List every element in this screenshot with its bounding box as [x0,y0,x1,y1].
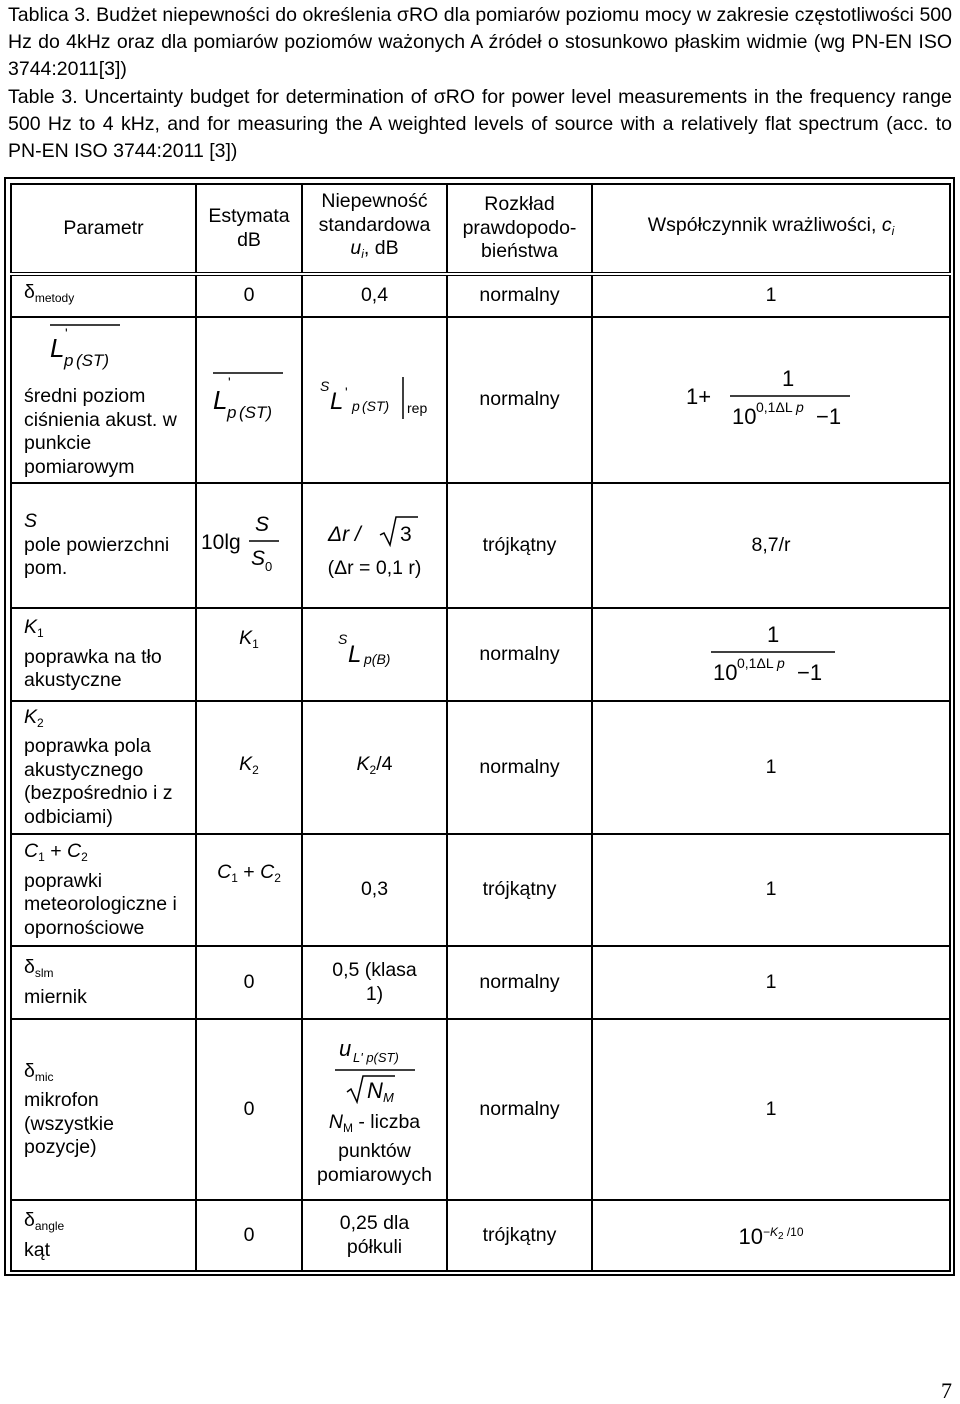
formula-st: (ST) [361,397,389,414]
param-description: pole powierzchni pom. [24,533,170,580]
uncertainty-budget-table-frame [4,177,955,1276]
param-metody [11,274,196,317]
table-row-mikrofon [11,1019,950,1200]
coefficient-cell [592,608,950,701]
param-c1-c2 [11,834,196,946]
formula-L: L [213,384,228,415]
param-plus: + [44,840,68,862]
param-symbol-sub: 2 [37,715,44,730]
uncertainty-symbol: K [356,752,370,775]
distribution-cell: normalny [447,946,592,1019]
formula-p: p [227,402,237,422]
coef-numerator: 1 [782,365,795,391]
uncertainty-sub: 2 [369,762,377,777]
uncertainty-cell: 0,4 [302,274,447,317]
coefficient-cell: 8,7/r [592,483,950,608]
estimate-cell: 0 [196,946,302,1019]
note-N: N [328,1110,343,1133]
estimate-sub: 1 [252,637,259,651]
header-niepewnosc [302,184,447,274]
param-description: mikrofon (wszystkie pozycje) [24,1089,114,1158]
table-row-miernik [11,946,950,1019]
uncertainty-cell [302,317,447,483]
header-ui-symbol: u [350,237,362,260]
coef-exponent-p: p [777,655,785,672]
coef-numerator: 1 [767,622,780,648]
formula-lp-st [24,321,134,377]
formula-N-sub: M [382,1090,394,1104]
table-row-k2 [11,701,950,834]
param-symbol: K [24,705,38,728]
coef-one-plus: 1+ [686,383,712,409]
estimate-c1: C [217,861,232,883]
table-row-k1 [11,608,950,701]
header-niepewnosc-label: Niepewność standardowa [318,190,431,236]
distribution-cell: normalny [447,317,592,483]
header-rozklad: Rozkład prawdopodo-bieństwa [447,184,592,274]
param-miernik [11,946,196,1019]
delta-subscript: angle [34,1219,65,1233]
coef-exponent: 0,1ΔL [756,398,793,415]
estimate-plus: + [237,861,261,883]
param-symbol-sub: 1 [37,626,44,641]
uncertainty-value: 0,25 dla półkuli [339,1212,410,1258]
formula-10lg: 10lg [201,531,241,555]
header-estymata-label: Estymata dB [208,205,290,251]
formula-lp-st-estimate [199,367,299,427]
coef-exponent: −K [762,1224,778,1239]
formula-S: S [337,631,347,648]
estimate-cell [196,317,302,483]
formula-L: L [347,641,361,669]
coef-exponent-p: p [796,398,804,415]
estimate-sub: 2 [252,762,259,777]
formula-s-lp-rep [310,369,440,425]
estimate-cell: 0 [196,274,302,317]
uncertainty-divisor: /4 [376,752,393,775]
uncertainty-cell: 0,3 [302,834,447,946]
estimate-cell [196,608,302,701]
header-ui-unit: , dB [363,237,399,260]
delta-symbol: δ [24,1059,35,1082]
distribution-cell: normalny [447,608,592,701]
param-description: poprawka na tło akustyczne [24,645,162,692]
formula-st: (ST) [239,402,273,422]
formula-S0: S [251,547,266,571]
header-ci-index: i [891,223,895,238]
coef-minus-one: −1 [816,403,842,429]
param-c2: C [67,840,82,862]
estimate-c2: C [260,861,275,883]
distribution-cell: trójkątny [447,834,592,946]
param-description: kąt [24,1238,51,1261]
coef-base: 10 [738,1223,763,1249]
delta-symbol: δ [24,956,35,978]
uncertainty-note: (Δr = 0,1 r) [327,557,422,579]
distribution-cell: normalny [447,1019,592,1200]
coef-minus-one: −1 [797,660,823,686]
coefficient-cell: 1 [592,834,950,946]
delta-subscript: slm [34,966,54,980]
delta-symbol: δ [24,281,35,304]
uncertainty-value: 0,5 (klasa 1) [332,959,417,1005]
coef-base: 10 [732,403,757,429]
table-caption-english: Table 3. Uncertainty budget for determination of σRO for power level measurements in the frequency range 500 Hz to 4 kHz, and for measuring the A weighted levels of source with a relatively flat spectrum (acc. to PN-EN ISO 3744:2011 [3]) [8,86,952,162]
table-row-pole-powierzchni [11,483,950,608]
distribution-cell: trójkątny [447,483,592,608]
table-row-poziom-cisnienia [11,317,950,483]
distribution-cell: normalny [447,701,592,834]
header-estymata [196,184,302,274]
formula-rep: rep [406,399,427,416]
formula-u-sub: L' p(ST) [352,1050,399,1065]
estimate-symbol: K [239,752,253,775]
header-ci-symbol: c [881,213,892,236]
formula-u-over-sqrt-nm [315,1032,435,1104]
header-ui-index: i [361,247,364,262]
estimate-symbol: K [239,627,253,649]
formula-p: p [64,351,74,370]
coef-exponent-tail: /10 [783,1224,804,1239]
header-parametr: Parametr [11,184,196,274]
uncertainty-budget-table [10,183,951,1272]
formula-S: S [255,513,270,537]
formula-dr-sqrt3 [310,511,440,551]
param-description: miernik [24,985,87,1008]
param-c1: C [24,840,39,862]
uncertainty-cell [302,1200,447,1271]
header-wspolczynnik-label: Współczynnik wrażliwości, [647,213,882,236]
formula-prime: ' [65,325,68,341]
coefficient-cell: 1 [592,1019,950,1200]
param-k1 [11,608,196,701]
note-text: - liczba punktów pomiarowych [317,1110,432,1186]
param-description: średni poziom ciśnienia akust. w punkcie pomiarowym [24,385,177,478]
formula-pb: p(B) [363,651,390,668]
formula-p: p [351,397,360,414]
delta-subscript: metody [34,291,75,306]
estimate-cell [196,483,302,608]
coefficient-cell: 1 [592,946,950,1019]
table-row-kat [11,1200,950,1271]
formula-s-lp-b [320,626,430,676]
param-poziom-cisnienia [11,317,196,483]
param-symbol: S [24,510,38,533]
distribution-cell: normalny [447,274,592,317]
formula-S0-sub: 0 [265,559,273,575]
formula-st: (ST) [76,351,110,370]
param-c2-sub: 2 [81,850,88,864]
formula-prime: ' [228,373,231,390]
formula-dr: Δr / [327,522,361,546]
formula-prime: ' [344,383,348,400]
estimate-cell: 0 [196,1019,302,1200]
header-row [11,184,950,274]
param-pole-powierzchni [11,483,196,608]
formula-S: S [319,377,329,394]
formula-sqrt-arg: 3 [399,522,412,546]
uncertainty-cell [302,701,447,834]
page-number: 7 [941,1378,952,1403]
formula-L: L [329,387,343,415]
coef-exponent-sub: 2 [777,1230,784,1242]
table-caption-polish: Tablica 3. Budżet niepewności do określenia σRO dla pomiarów poziomu mocy w zakresie częstotliwości 500 Hz do 4kHz oraz dla pomiarów poziomów ważonych A źródeł o stosunkowo płaskim widmie (wg PN-EN ISO 3744:2011[3]) [8,4,952,80]
delta-subscript: mic [34,1069,54,1084]
table-row-metody [11,274,950,317]
uncertainty-cell [302,483,447,608]
estimate-c1-sub: 1 [231,871,238,885]
param-k2 [11,701,196,834]
formula-L: L [50,333,65,363]
distribution-cell: trójkątny [447,1200,592,1271]
param-c1-sub: 1 [38,850,45,864]
formula-N: N [366,1078,383,1103]
uncertainty-cell [302,1019,447,1200]
param-description: poprawki meteorologiczne i opornościowe [24,869,177,939]
param-symbol: K [24,616,38,639]
coef-base: 10 [713,660,738,686]
coefficient-cell: 1 [592,701,950,834]
coefficient-cell: 1 [592,274,950,317]
formula-u: u [338,1036,351,1061]
note-N-sub: M [342,1120,353,1135]
uncertainty-cell [302,608,447,701]
estimate-cell [196,701,302,834]
coefficient-cell [592,1200,950,1271]
formula-coefficient-1-plus [686,362,856,432]
uncertainty-note [305,1111,444,1188]
param-description: poprawka pola akustycznego (bezpośrednio i z odbiciami) [24,735,173,828]
delta-symbol: δ [24,1209,35,1231]
formula-10lg-s-s0 [199,507,299,577]
formula-coefficient-k1 [701,616,841,686]
table-row-c1-c2 [11,834,950,946]
estimate-cell: 0 [196,1200,302,1271]
estimate-c2-sub: 2 [274,871,281,885]
uncertainty-cell [302,946,447,1019]
header-wspolczynnik [592,184,950,274]
param-kat [11,1200,196,1271]
estimate-cell [196,834,302,946]
coef-exponent: 0,1ΔL [737,655,774,672]
coefficient-cell [592,317,950,483]
param-mikrofon [11,1019,196,1200]
